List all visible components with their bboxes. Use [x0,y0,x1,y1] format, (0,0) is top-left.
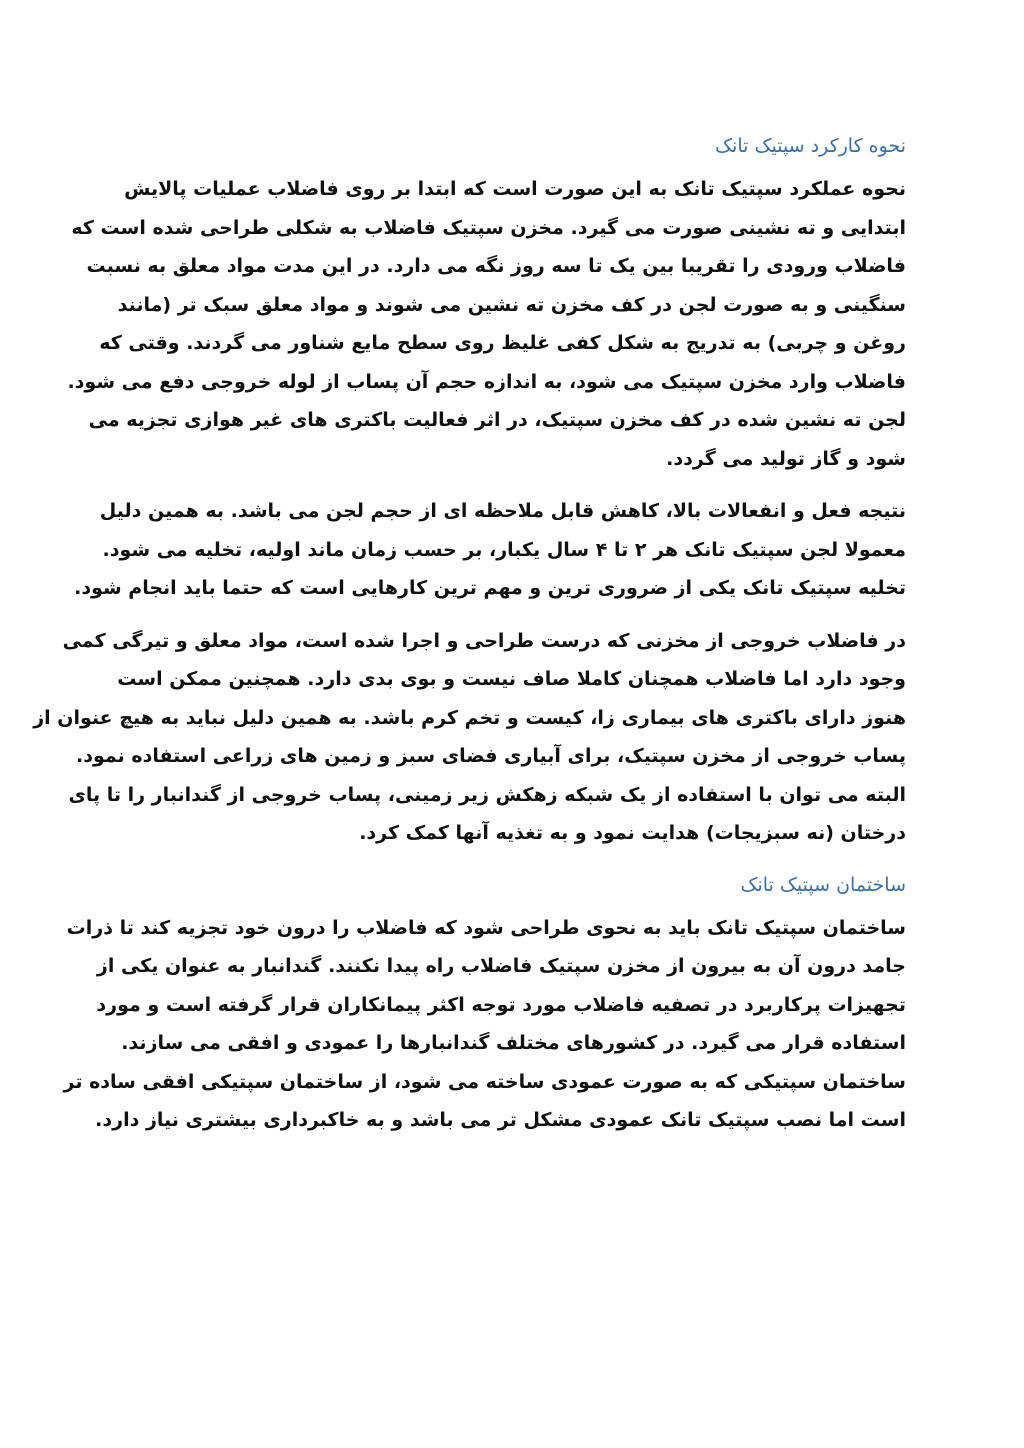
section-septic-structure [63,867,906,1140]
document-page [33,128,906,1154]
text-line: نحوه عملکرد سپتیک تانک به این صورت است که ابتدا بر روی فاضلاب عملیات پالایش [124,178,906,200]
text-line: فاضلاب ورودی را تقریبا بین یک تا سه روز نگه می دارد. در این مدت مواد معلق به نسبت [86,255,906,277]
paragraph [63,909,906,1140]
text-line: هنوز دارای باکتری های بیماری زا، کیست و تخم کرم باشد. به همین دلیل نباید به هیچ عنوان از [33,706,906,729]
section-septic-operation [33,128,906,853]
text-line: سنگینی و به صورت لجن در کف مخزن ته نشین می شوند و مواد معلق سبک تر (مانند [117,293,906,316]
text-line: البته می توان با استفاده از یک شبکه زهکش زیر زمینی، پساب خروجی از گندانبار را تا پای [68,783,906,806]
text-line: استفاده قرار می گیرد. در کشورهای مختلف گندانبارها را عمودی و افقی می سازند. [121,1032,906,1054]
text-line: تخلیه سپتیک تانک یکی از ضروری ترین و مهم ترین کارهایی است که حتما باید انجام شود. [74,577,906,599]
text-line: ساختمان سپتیکی که به صورت عمودی ساخته می شود، از ساختمان سپتیکی افقی ساده تر [63,1070,906,1093]
paragraph [74,492,906,608]
text-line: شود و گاز تولید می گردد. [666,447,906,470]
section-heading: نحوه کارکرد سپتیک تانک [715,135,906,157]
text-line: فاضلاب وارد مخزن سپتیک می شود، به اندازه حجم آن پساب از لوله خروجی دفع می شود. [67,370,906,393]
text-line: ساختمان سپتیک تانک باید به نحوی طراحی شود که فاضلاب را درون خود تجزیه کند تا ذرات [66,916,906,939]
text-line: روغن و چربی) به تدریج به شکل کفی غلیظ روی سطح مایع شناور می گردند. وقتی که [99,332,906,354]
text-line: نتیجه فعل و انفعالات بالا، کاهش قابل ملاحظه ای از حجم لجن می باشد. به همین دلیل [99,500,906,522]
text-line: معمولا لجن سپتیک تانک هر ۲ تا ۴ سال یکبار، بر حسب زمان ماند اولیه، تخلیه می شود. [102,538,906,561]
paragraph [67,170,906,478]
section-heading: ساختمان سپتیک تانک [740,873,906,896]
text-line: تجهیزات پرکاربرد در تصفیه فاضلاب مورد توجه اکثر پیمانکاران قرار گرفته است و مورد [96,993,906,1016]
text-line: ابتدایی و ته نشینی صورت می گیرد. مخزن سپتیک فاضلاب به شکلی طراحی شده است که [71,216,906,239]
text-line: لجن ته نشین شده در کف مخزن سپتیک، در اثر فعالیت باکتری های غیر هوازی تجزیه می [88,409,906,431]
text-line: وجود دارد اما فاضلاب همچنان کاملا صاف نیست و بوی بدی دارد. همچنین ممکن است [117,668,906,690]
text-line: درختان (نه سبزیجات) هدایت نمود و به تغذیه آنها کمک کرد. [359,822,906,844]
text-line: است اما نصب سپتیک تانک عمودی مشکل تر می باشد و به خاکبرداری بیشتری نیاز دارد. [95,1109,906,1131]
paragraph [33,622,906,853]
text-line: در فاضلاب خروجی از مخزنی که درست طراحی و اجرا شده است، مواد معلق و تیرگی کمی [62,629,906,652]
text-line: پساب خروجی از مخزن سپتیک، برای آبیاری فضای سبز و زمین های زراعی استفاده نمود. [75,745,906,767]
text-line: جامد درون آن به بیرون از مخزن سپتیک فاضلاب راه پیدا نکنند. گندانبار به عنوان یکی از [96,955,906,977]
